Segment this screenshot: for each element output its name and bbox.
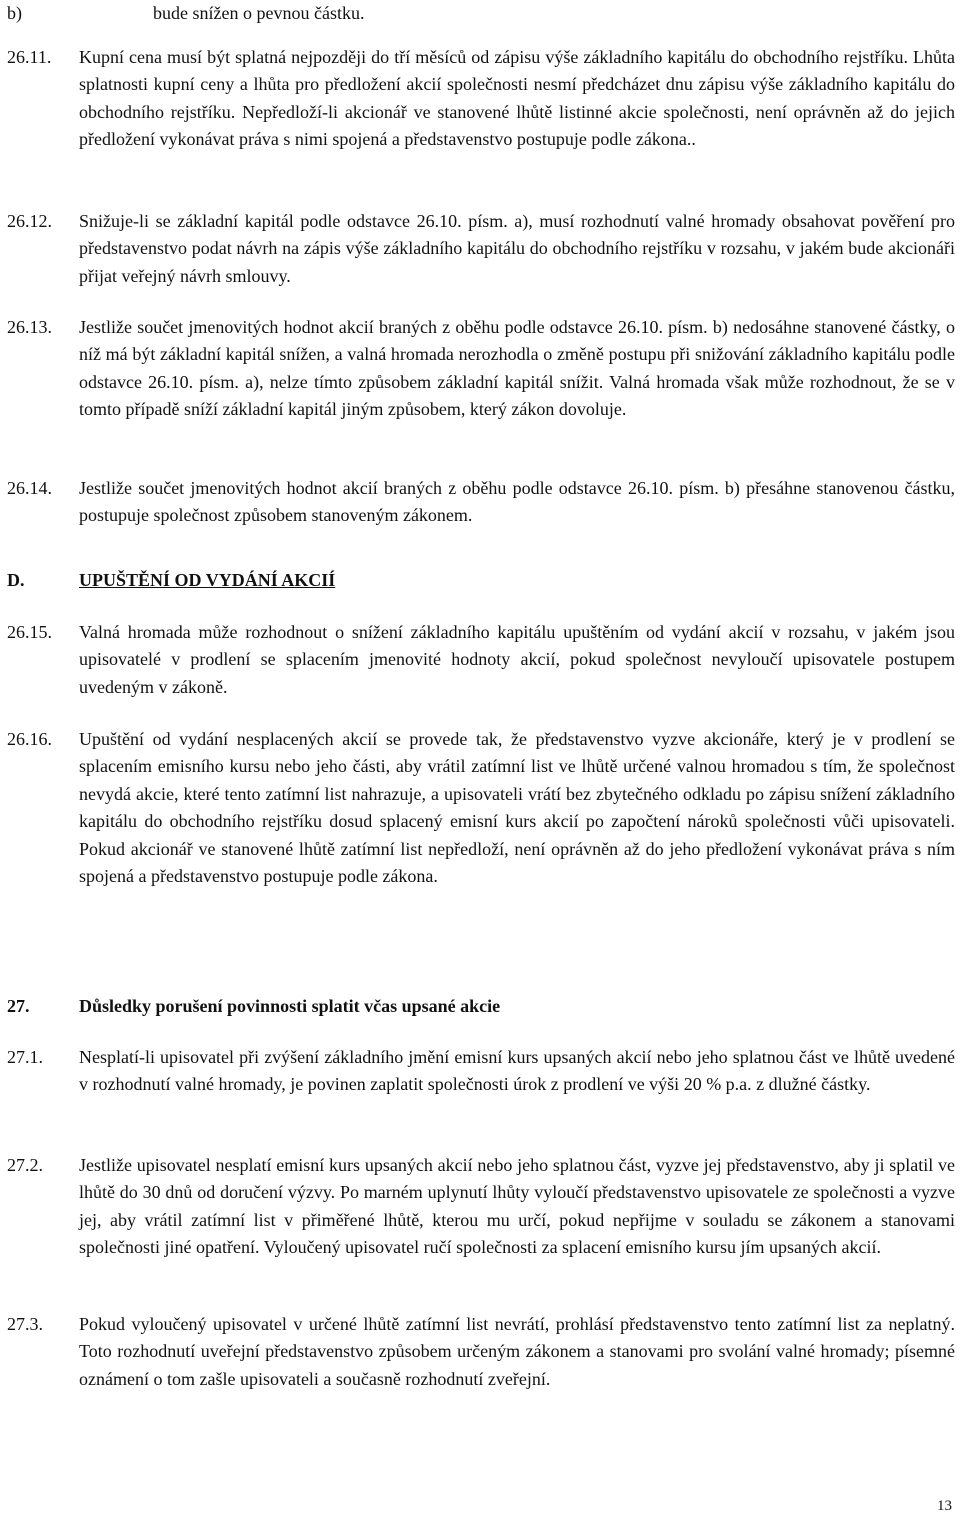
paragraph-number: 27.2. (7, 1155, 43, 1175)
paragraph-27-3 (7, 1311, 955, 1393)
section-number: D. (7, 570, 25, 590)
section-heading-27 (7, 993, 955, 1020)
paragraph-text: Kupní cena musí být splatná nejpozději do tří měsíců od zápisu výše základního kapitálu do obchodního rejstříku. Lhůta splatnosti kupní ceny a lhůta pro předložení akcií společnosti nesmí předcházet dnu zápisu výše základního kapitálu do obchodního rejstříku. Nepředloží-li akcionář ve stanovené lhůtě listinné akcie společnosti, není oprávněn až do jejich předložení vykonávat práva s nimi spojená a představenstvo postupuje podle zákona.. (79, 47, 955, 150)
paragraph-number: 26.14. (7, 478, 52, 498)
paragraph-26-16 (7, 726, 955, 890)
list-item-b (7, 0, 947, 27)
paragraph-text: Upuštění od vydání nesplacených akcií se provede tak, že představenstvo vyzve akcionáře, který je v prodlení se splacením emisního kursu nebo jeho části, aby vrátil zatímní list ve lhůtě určené valnou hromadou s tím, že společnost nevydá akcie, které tento zatímní list nahrazuje, a upisovateli vrátí bez zbytečného odkladu po zápisu snížení základního kapitálu do obchodního rejstříku dosud splacený emisní kurs akcií po započtení nároků společnosti vůči upisovateli. Pokud akcionář ve stanovené lhůtě zatímní list nepředloží, není oprávněn až do jeho předložení vykonávat práva s ním spojená a představenstvo postupuje podle zákona. (79, 729, 955, 887)
paragraph-27-1 (7, 1044, 955, 1099)
section-title: UPUŠTĚNÍ OD VYDÁNÍ AKCIÍ (79, 570, 336, 590)
paragraph-26-14 (7, 475, 955, 530)
paragraph-26-13 (7, 314, 955, 424)
paragraph-26-12 (7, 208, 955, 290)
section-heading-d (7, 567, 955, 594)
paragraph-text: Jestliže upisovatel nesplatí emisní kurs upsaných akcií nebo jeho splatnou část, vyzve jej představenstvo, aby ji splatil ve lhůtě do 30 dnů od doručení výzvy. Po marném uplynutí lhůty vyloučí představenstvo upisovatele ze společnosti a vyzve jej, aby vrátil zatímní list v přiměřené lhůtě, kterou mu určí, pokud nepřijme v souladu se zákonem a stanovami společnosti jiné opatření. Vyloučený upisovatel ručí společnosti za splacení emisního kursu jím upsaných akcií. (79, 1155, 955, 1258)
section-number: 27. (7, 996, 30, 1016)
paragraph-text: Valná hromada může rozhodnout o snížení základního kapitálu upuštěním od vydání akcií v rozsahu, v jakém jsou upisovatelé v prodlení se splacením jmenovité hodnoty akcií, pokud společnost nevyloučí upisovatele postupem uvedeným v zákoně. (79, 622, 955, 697)
paragraph-text: Pokud vyloučený upisovatel v určené lhůtě zatímní list nevrátí, prohlásí představenstvo tento zatímní list za neplatný. Toto rozhodnutí uveřejní představenstvo způsobem určeným zákonem a stanovami pro svolání valné hromady; písemné oznámení o tom zašle upisovateli a současně rozhodnutí zveřejní. (79, 1314, 955, 1389)
list-item-label: b) (7, 3, 22, 23)
paragraph-text: Snižuje-li se základní kapitál podle odstavce 26.10. písm. a), musí rozhodnutí valné hromady obsahovat pověření pro představenstvo podat návrh na zápis výše základního kapitálu do obchodního rejstříku v rozsahu, v jakém bude akcionáři přijat veřejný návrh smlouvy. (79, 211, 955, 286)
section-title: Důsledky porušení povinnosti splatit včas upsané akcie (79, 996, 501, 1016)
paragraph-number: 27.3. (7, 1314, 43, 1334)
paragraph-number: 26.12. (7, 211, 52, 231)
paragraph-26-15 (7, 619, 955, 701)
paragraph-27-2 (7, 1152, 955, 1262)
paragraph-text: Nesplatí-li upisovatel při zvýšení základního jmění emisní kurs upsaných akcií nebo jeho splatnou část ve lhůtě uvedené v rozhodnutí valné hromady, je povinen zaplatit společnosti úrok z prodlení ve výši 20 % p.a. z dlužné částky. (79, 1047, 955, 1095)
paragraph-number: 26.13. (7, 317, 52, 337)
paragraph-26-11 (7, 44, 955, 154)
list-item-text: bude snížen o pevnou částku. (153, 3, 365, 23)
page-number: 13 (937, 1498, 952, 1514)
paragraph-number: 26.16. (7, 729, 52, 749)
paragraph-text: Jestliže součet jmenovitých hodnot akcií braných z oběhu podle odstavce 26.10. písm. b) přesáhne stanovenou částku, postupuje společnost způsobem stanoveným zákonem. (79, 478, 955, 526)
paragraph-number: 26.11. (7, 47, 52, 67)
paragraph-number: 27.1. (7, 1047, 43, 1067)
paragraph-number: 26.15. (7, 622, 52, 642)
paragraph-text: Jestliže součet jmenovitých hodnot akcií braných z oběhu podle odstavce 26.10. písm. b) nedosáhne stanovené částky, o níž má být základní kapitál snížen, a valná hromada nerozhodla o změně postupu při snižování základního kapitálu podle odstavce 26.10. písm. a), nelze tímto způsobem základní kapitál snížit. Valná hromada však může rozhodnout, že se v tomto případě sníží základní kapitál jiným způsobem, který zákon dovoluje. (79, 317, 955, 420)
